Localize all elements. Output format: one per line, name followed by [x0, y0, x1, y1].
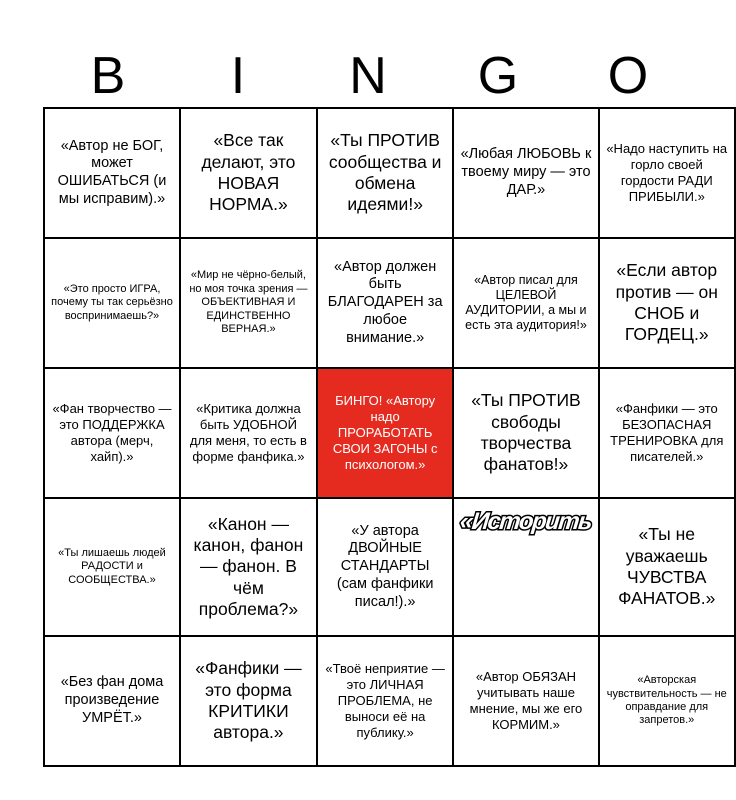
cell-text: «Фанфики — это форма КРИТИКИ автора.»	[195, 658, 302, 743]
cell-text: «Твоё неприятие — это ЛИЧНАЯ ПРОБЛЕМА, не выноси её на публику.»	[325, 661, 445, 740]
cell-text: «Автор ОБЯЗАН учитывать наше мнение, мы же его КОРМИМ.»	[469, 669, 583, 732]
cell-text: «Автор не БОГ, может ОШИБАТЬСЯ (и мы исправим).»	[57, 137, 167, 207]
bingo-cell[interactable]	[44, 636, 180, 766]
grid-row	[44, 498, 735, 636]
bingo-cell[interactable]	[599, 238, 736, 368]
cell-text: «Фанфики — это БЕЗОПАСНАЯ ТРЕНИРОВКА для писателей.»	[610, 401, 724, 464]
bingo-cell[interactable]	[317, 238, 454, 368]
bingo-cell[interactable]	[317, 108, 454, 238]
bingo-cell[interactable]	[599, 636, 736, 766]
free-cell-text: БИНГО! «Автору надо ПРОРАБОТАТЬ СВОИ ЗАГОНЫ с психологом.»	[332, 393, 438, 472]
bingo-cell[interactable]	[599, 108, 736, 238]
bingo-cell[interactable]	[180, 108, 317, 238]
free-cell[interactable]	[317, 368, 454, 498]
bingo-cell[interactable]	[44, 498, 180, 636]
header-letter-o: O	[607, 47, 649, 105]
cell-text: «У автора ДВОЙНЫЕ СТАНДАРТЫ (сам фанфики писал!).»	[336, 522, 434, 610]
grid-row	[44, 636, 735, 766]
bingo-cell[interactable]	[317, 636, 454, 766]
cell-text: «Ты ПРОТИВ сообщества и обмена идеями!»	[328, 130, 442, 215]
cell-text: «Автор писал для ЦЕЛЕВОЙ АУДИТОРИИ, а мы и есть эта аудитория!»	[465, 272, 587, 333]
cell-text: «Ты лишаешь людей РАДОСТИ и СООБЩЕСТВА.»	[58, 546, 166, 586]
bingo-cell[interactable]	[453, 368, 598, 498]
cell-text: «Ты ПРОТИВ свободы творчества фанатов!»	[471, 390, 581, 475]
cell-text: «Без фан дома произведение УМРЁТ.»	[60, 674, 164, 726]
cell-text: «Все так делают, это НОВАЯ НОРМА.»	[201, 130, 296, 215]
header-letter-i: I	[230, 47, 246, 105]
bingo-header	[43, 48, 693, 104]
bingo-cell[interactable]	[317, 498, 454, 636]
bingo-cell[interactable]	[599, 498, 736, 636]
bingo-cell[interactable]	[599, 368, 736, 498]
cell-text: «Авторская чувствительность — не оправдание для запретов.»	[606, 674, 727, 727]
cell-text: «Надо наступить на горло своей гордости РАДИ ПРИБЫЛИ.»	[606, 141, 728, 204]
cell-text: «Если автор против — он СНОБ и ГОРДЕЦ.»	[615, 260, 718, 345]
bingo-cell[interactable]	[44, 108, 180, 238]
istorit-logo: «Историть	[459, 508, 593, 535]
cell-text: «Фан творчество — это ПОДДЕРЖКА автора (мерч, хайп).»	[52, 401, 172, 464]
bingo-cell[interactable]	[180, 498, 317, 636]
grid-row	[44, 368, 735, 498]
grid-row	[44, 238, 735, 368]
header-letter-b: B	[90, 47, 126, 105]
bingo-cell[interactable]	[453, 498, 598, 636]
bingo-cell[interactable]	[180, 238, 317, 368]
cell-text: «Автор должен быть БЛАГОДАРЕН за любое внимание.»	[327, 258, 443, 346]
bingo-cell[interactable]	[180, 636, 317, 766]
grid-row	[44, 108, 735, 238]
bingo-grid	[43, 107, 736, 767]
cell-text: «Критика должна быть УДОБНОЙ для меня, то есть в форме фанфика.»	[189, 401, 307, 464]
cell-text: «Любая ЛЮБОВЬ к твоему миру — это ДАР.»	[460, 146, 592, 198]
bingo-cell[interactable]	[453, 238, 598, 368]
header-letter-n: N	[349, 47, 387, 105]
bingo-cell[interactable]	[453, 636, 598, 766]
header-letter-g: G	[477, 47, 519, 105]
cell-text: «Канон — канон, фанон — фанон. В чём проблема?»	[193, 513, 304, 620]
bingo-cell[interactable]	[453, 108, 598, 238]
bingo-cell[interactable]	[44, 368, 180, 498]
cell-text: «Мир не чёрно-белый, но моя точка зрения — ОБЪЕКТИВНАЯ И ЕДИНСТВЕННО ВЕРНАЯ.»	[189, 269, 308, 336]
cell-text: «Ты не уважаешь ЧУВСТВА ФАНАТОВ.»	[618, 524, 716, 609]
bingo-cell[interactable]	[180, 368, 317, 498]
cell-text: «Это просто ИГРА, почему ты так серьёзно воспринимаешь?»	[51, 282, 173, 322]
bingo-cell[interactable]	[44, 238, 180, 368]
